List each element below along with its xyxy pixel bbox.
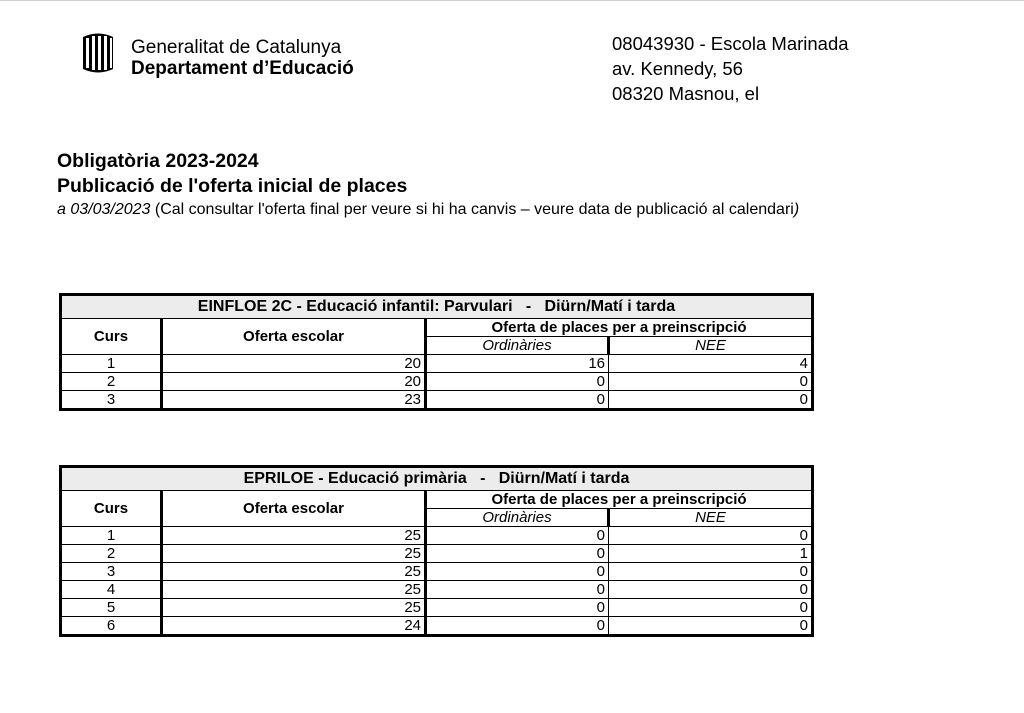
table-row — [61, 355, 813, 373]
cell-oferta: 23 — [162, 391, 426, 410]
cell-ordinaries: 16 — [426, 355, 609, 373]
school-name: 08043930 - Escola Marinada — [612, 33, 849, 54]
table-row — [61, 563, 813, 581]
table-title: EPRILOE - Educació primària - Diürn/Matí i tarda — [61, 467, 813, 491]
cell-curs: 5 — [61, 599, 162, 617]
cell-ordinaries: 0 — [426, 391, 609, 410]
note-open: ( — [150, 201, 161, 218]
page-top-border — [0, 0, 1024, 1]
cell-ordinaries: 0 — [426, 599, 609, 617]
table-row — [61, 599, 813, 617]
cell-nee: 0 — [609, 373, 813, 391]
cell-ordinaries: 0 — [426, 581, 609, 599]
cell-ordinaries: 0 — [426, 617, 609, 636]
cell-curs: 6 — [61, 617, 162, 636]
column-oferta-escolar: Oferta escolar — [162, 491, 426, 527]
cell-oferta: 25 — [162, 527, 426, 545]
cell-curs: 1 — [61, 527, 162, 545]
column-group-preinscripcio: Oferta de places per a preinscripció — [426, 491, 813, 509]
offer-table-infantil — [59, 293, 814, 411]
cell-oferta: 25 — [162, 599, 426, 617]
column-group-preinscripcio: Oferta de places per a preinscripció — [426, 319, 813, 337]
note-close: ) — [793, 201, 800, 218]
publication-note — [57, 200, 799, 220]
column-curs: Curs — [61, 491, 162, 527]
column-oferta-escolar: Oferta escolar — [162, 319, 426, 355]
cell-ordinaries: 0 — [426, 563, 609, 581]
cell-oferta: 24 — [162, 617, 426, 636]
note-text: Cal consultar l'oferta final per veure si hi ha canvis – veure data de publicació al calendari — [160, 201, 794, 218]
cell-curs: 3 — [61, 563, 162, 581]
cell-curs: 4 — [61, 581, 162, 599]
cell-curs: 2 — [61, 373, 162, 391]
document-titles — [57, 149, 799, 220]
table-row — [61, 391, 813, 410]
cell-nee: 0 — [609, 581, 813, 599]
column-ordinaries: Ordinàries — [426, 509, 609, 527]
table-row — [61, 581, 813, 599]
cell-nee: 4 — [609, 355, 813, 373]
cell-ordinaries: 0 — [426, 527, 609, 545]
cell-nee: 0 — [609, 391, 813, 410]
cell-curs: 1 — [61, 355, 162, 373]
cell-ordinaries: 0 — [426, 373, 609, 391]
column-nee: NEE — [609, 337, 813, 355]
org-line-2: Departament d’Educació — [131, 58, 354, 79]
cell-oferta: 25 — [162, 563, 426, 581]
org-line-1: Generalitat de Catalunya — [131, 37, 342, 58]
cell-curs: 3 — [61, 391, 162, 410]
table-row — [61, 373, 813, 391]
offer-table-primaria — [59, 465, 814, 637]
table-row — [61, 545, 813, 563]
school-street: av. Kennedy, 56 — [612, 58, 743, 79]
cell-nee: 0 — [609, 563, 813, 581]
school-city: 08320 Masnou, el — [612, 83, 760, 104]
cell-ordinaries: 0 — [426, 545, 609, 563]
column-nee: NEE — [609, 509, 813, 527]
publication-date: a 03/03/2023 — [57, 201, 151, 218]
generalitat-logo-icon — [77, 33, 119, 73]
cell-oferta: 25 — [162, 545, 426, 563]
document-title: Obligatòria 2023-2024 — [57, 150, 259, 172]
column-ordinaries: Ordinàries — [426, 337, 609, 355]
cell-nee: 0 — [609, 617, 813, 636]
table-row — [61, 617, 813, 636]
table-title: EINFLOE 2C - Educació infantil: Parvulari - Diürn/Matí i tarda — [61, 295, 813, 319]
organization-name — [131, 37, 354, 79]
cell-nee: 0 — [609, 527, 813, 545]
cell-oferta: 20 — [162, 355, 426, 373]
table-row — [61, 527, 813, 545]
cell-nee: 0 — [609, 599, 813, 617]
cell-oferta: 20 — [162, 373, 426, 391]
document-subtitle: Publicació de l'oferta inicial de places — [57, 175, 408, 197]
cell-oferta: 25 — [162, 581, 426, 599]
cell-nee: 1 — [609, 545, 813, 563]
cell-curs: 2 — [61, 545, 162, 563]
column-curs: Curs — [61, 319, 162, 355]
school-address — [612, 31, 849, 106]
